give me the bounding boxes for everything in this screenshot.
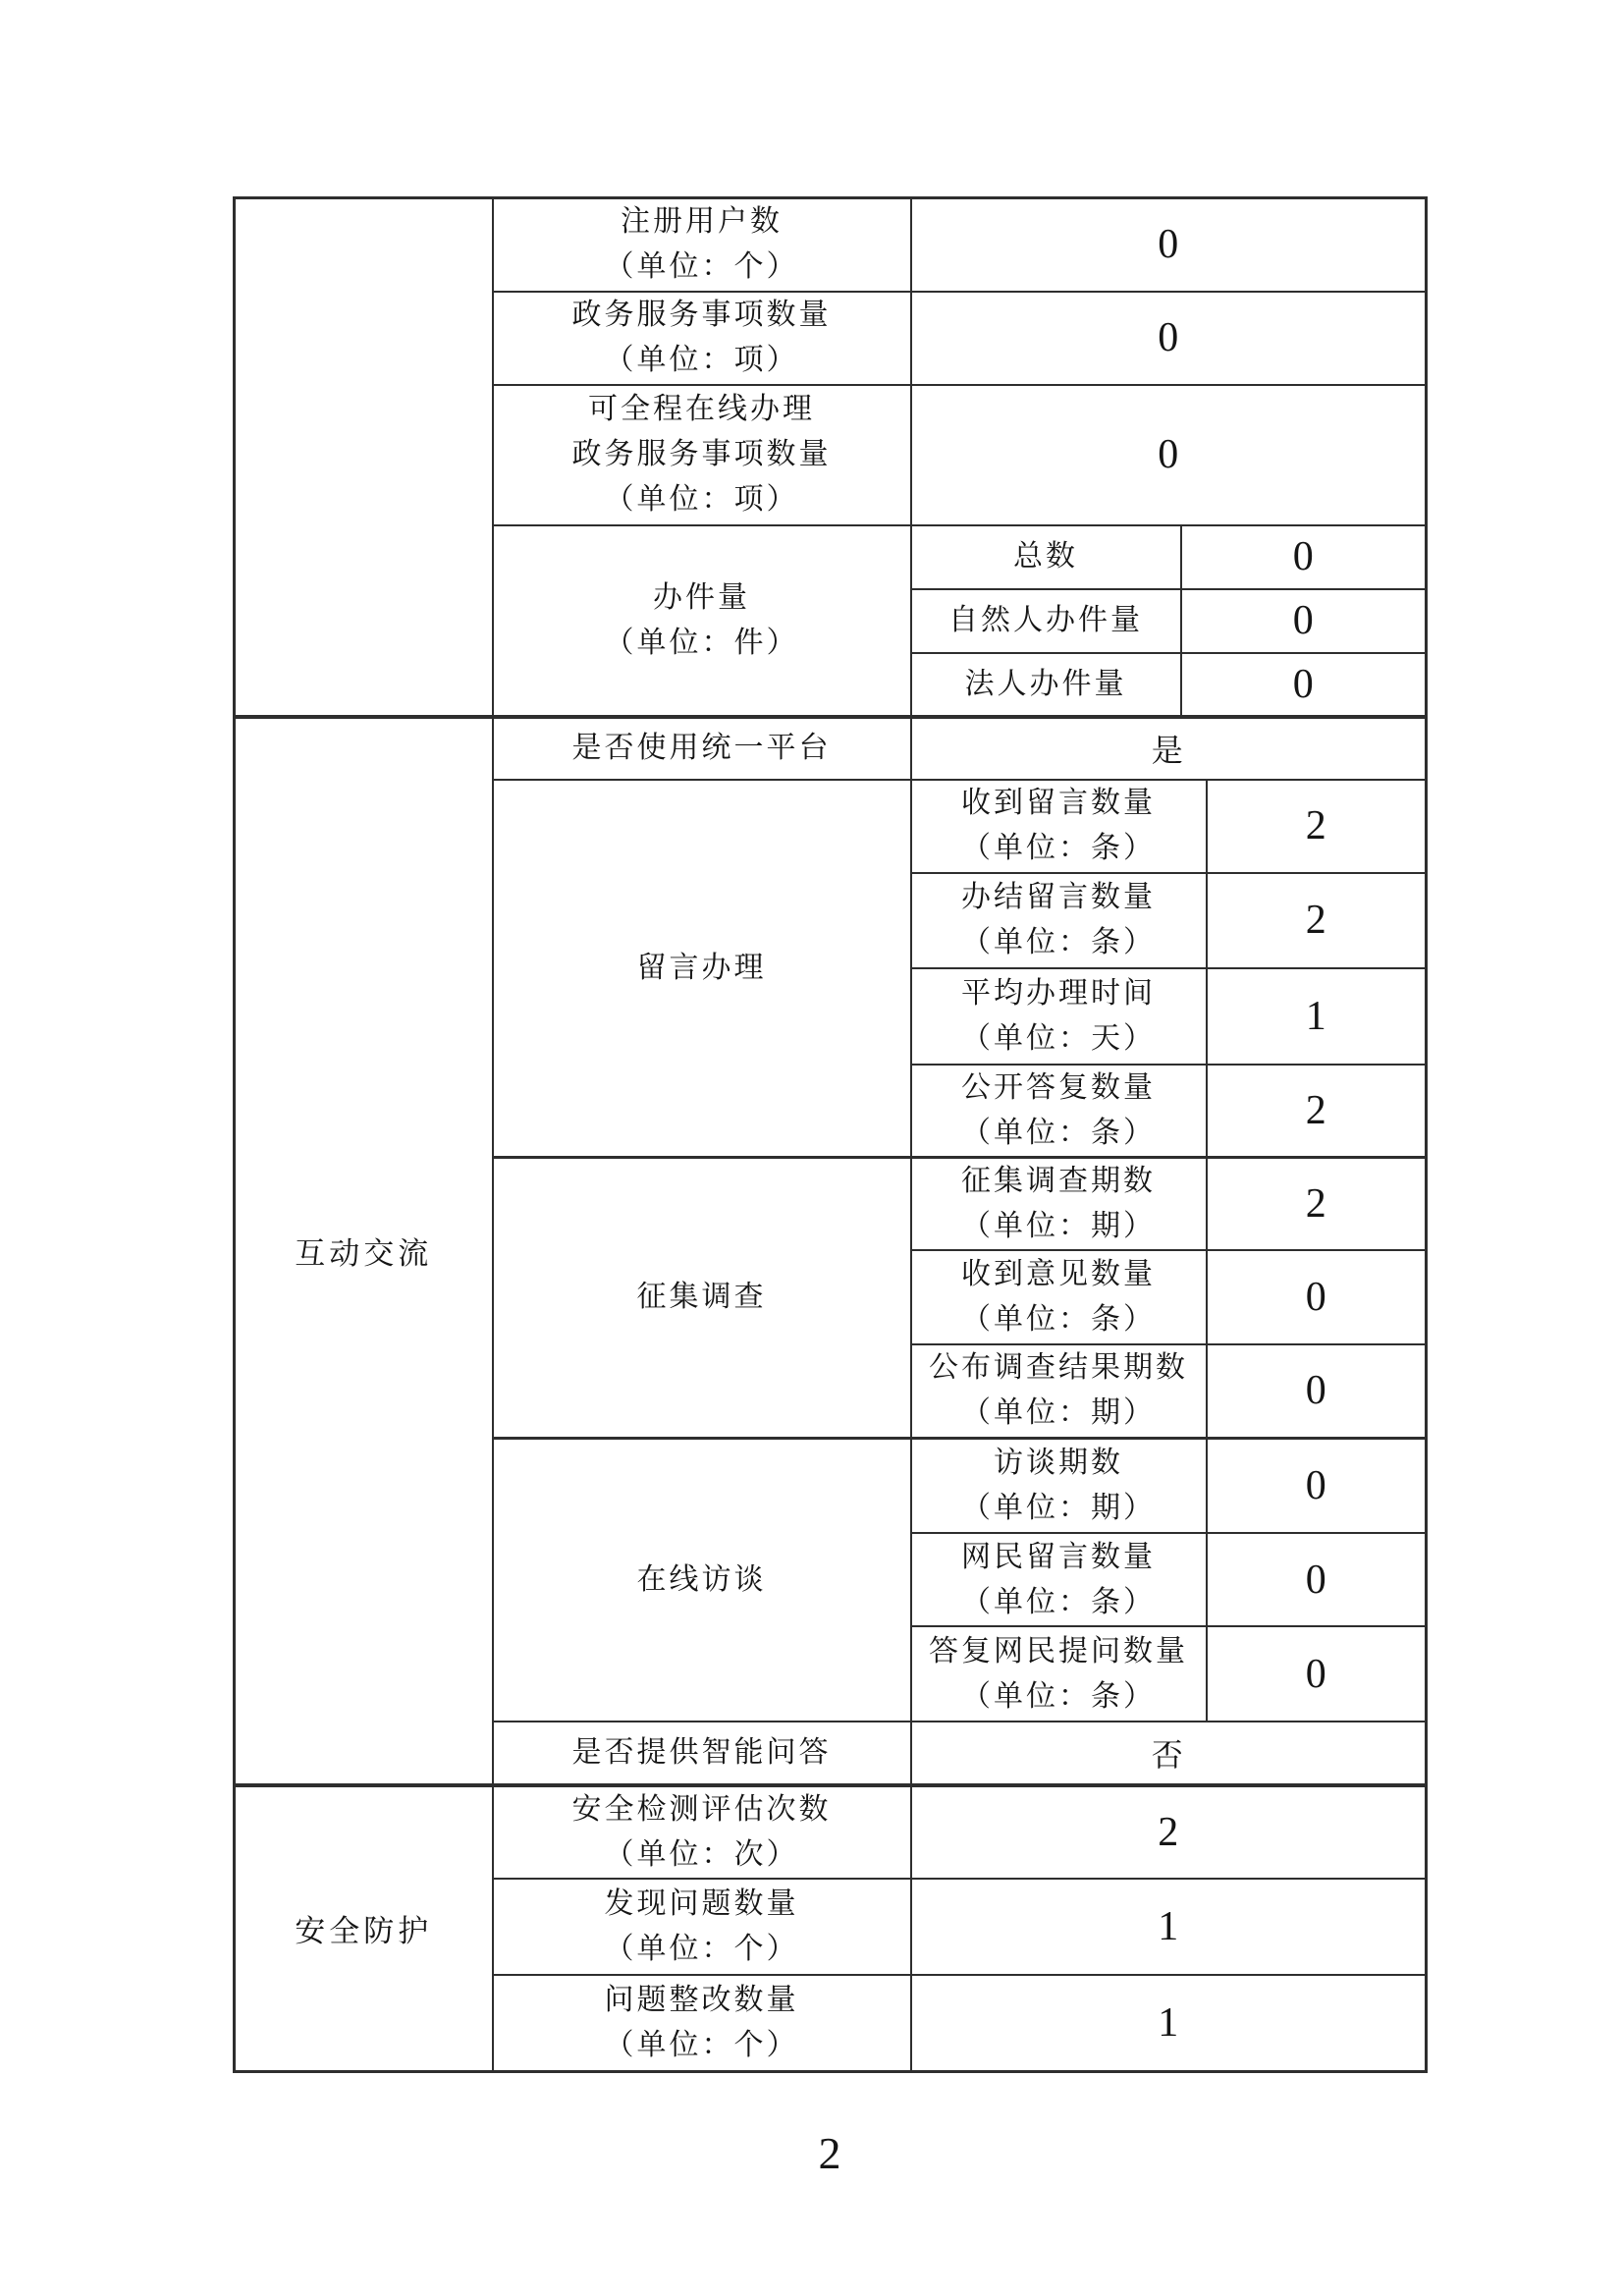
subrow-label-line: 收到留言数量 <box>961 787 1156 819</box>
row-value: 是 <box>911 717 1427 780</box>
subrow-label-cell <box>911 1438 1207 1533</box>
subrow-value: 2 <box>1207 873 1427 968</box>
row-label-cell <box>493 198 911 292</box>
subrow-label-line: 答复网民提问数量 <box>929 1634 1188 1667</box>
subrow-value: 0 <box>1207 1344 1427 1438</box>
group-cell-interaction <box>235 717 493 1786</box>
banjian-label-cell <box>493 525 911 717</box>
subrow-label-line: 办结留言数量 <box>961 881 1156 913</box>
row-unit-line: （单位：项） <box>604 483 799 516</box>
row-unit-line: （单位：个） <box>604 1933 799 1965</box>
subrow-unit-line: （单位：期） <box>961 1396 1156 1430</box>
subrow-label-line: 平均办理时间 <box>961 976 1156 1010</box>
subrow-unit-line: （单位：条） <box>961 1679 1156 1713</box>
group-label: 互动交流 <box>295 1236 433 1272</box>
row-label-line: 注册用户数 <box>621 205 783 239</box>
subrow-label-line: 访谈期数 <box>994 1446 1123 1479</box>
subrow-label-cell <box>911 1065 1207 1158</box>
group-cell-security <box>235 1785 493 2071</box>
subrow-label-line: 公开答复数量 <box>961 1070 1156 1104</box>
row-value: 否 <box>911 1722 1427 1785</box>
subrow-value: 2 <box>1207 1065 1427 1158</box>
row-value: 1 <box>911 1879 1427 1975</box>
row-label-cell <box>493 292 911 385</box>
subrow-label-cell <box>911 873 1207 968</box>
row-label-line: 政务服务事项数量 <box>571 438 832 470</box>
subrow-unit-line: （单位：条） <box>961 1116 1156 1149</box>
subrow-unit-line: （单位：条） <box>961 926 1156 958</box>
subrow-label-cell <box>911 968 1207 1065</box>
page-number: 2 <box>818 2128 841 2178</box>
subrow-label-line: 征集调查期数 <box>961 1164 1156 1197</box>
row-value: 0 <box>911 385 1427 525</box>
subrow-label-line: 公布调查结果期数 <box>929 1351 1188 1385</box>
subrow-label: 总数 <box>911 525 1181 589</box>
subrow-label-cell <box>911 1250 1207 1344</box>
subrow-unit-line: （单位：条） <box>961 832 1156 864</box>
subrow-unit-line: （单位：期） <box>961 1491 1156 1524</box>
row-label-line: 政务服务事项数量 <box>571 299 832 331</box>
subrow-label-cell <box>911 780 1207 873</box>
subrow-value: 1 <box>1207 968 1427 1065</box>
row-label-cell <box>493 385 911 525</box>
subrow-label: 法人办件量 <box>911 653 1181 717</box>
subrow-label: 自然人办件量 <box>911 589 1181 653</box>
subgroup-label-zhengji: 征集调查 <box>493 1157 911 1438</box>
row-unit-line: （单位：次） <box>604 1838 799 1871</box>
subrow-label-cell <box>911 1157 1207 1250</box>
subrow-label-line: 网民留言数量 <box>961 1540 1156 1573</box>
row-unit-line: （单位：项） <box>604 344 799 376</box>
subgroup-label-fangtan: 在线访谈 <box>493 1438 911 1722</box>
row-value: 1 <box>911 1975 1427 2071</box>
row-label-line: 可全程在线办理 <box>588 393 815 425</box>
row-value: 2 <box>911 1785 1427 1879</box>
banjian-unit-line: （单位：件） <box>604 626 799 659</box>
group-cell-blank <box>235 198 493 717</box>
banjian-label-line: 办件量 <box>653 580 750 614</box>
row-label-cell <box>493 1879 911 1975</box>
subrow-value: 0 <box>1207 1533 1427 1626</box>
subrow-unit-line: （单位：条） <box>961 1585 1156 1618</box>
row-value: 0 <box>911 292 1427 385</box>
group-label: 安全防护 <box>295 1914 433 1949</box>
row-label-cell: 是否提供智能问答 <box>493 1722 911 1785</box>
row-unit-line: （单位：个） <box>604 250 799 284</box>
row-label-cell <box>493 1785 911 1879</box>
subrow-value: 0 <box>1181 525 1427 589</box>
row-label-line: 发现问题数量 <box>604 1887 799 1920</box>
row-label-line: 问题整改数量 <box>604 1983 799 2016</box>
subrow-value: 0 <box>1207 1250 1427 1344</box>
report-table <box>233 196 1428 2073</box>
row-label-line: 安全检测评估次数 <box>571 1793 832 1826</box>
subrow-unit-line: （单位：条） <box>961 1303 1156 1336</box>
row-value: 0 <box>911 198 1427 292</box>
row-unit-line: （单位：个） <box>604 2028 799 2061</box>
subrow-value: 0 <box>1207 1438 1427 1533</box>
subgroup-label-liuyan: 留言办理 <box>493 780 911 1158</box>
subrow-value: 2 <box>1207 1157 1427 1250</box>
subrow-label-cell <box>911 1344 1207 1438</box>
subrow-value: 0 <box>1181 653 1427 717</box>
subrow-value: 0 <box>1207 1626 1427 1722</box>
row-label-cell: 是否使用统一平台 <box>493 717 911 780</box>
subrow-label-cell <box>911 1626 1207 1722</box>
subrow-unit-line: （单位：天） <box>961 1021 1156 1055</box>
row-label-cell <box>493 1975 911 2071</box>
subrow-value: 0 <box>1181 589 1427 653</box>
subrow-label-cell <box>911 1533 1207 1626</box>
subrow-label-line: 收到意见数量 <box>961 1258 1156 1290</box>
subrow-value: 2 <box>1207 780 1427 873</box>
subrow-unit-line: （单位：期） <box>961 1209 1156 1242</box>
